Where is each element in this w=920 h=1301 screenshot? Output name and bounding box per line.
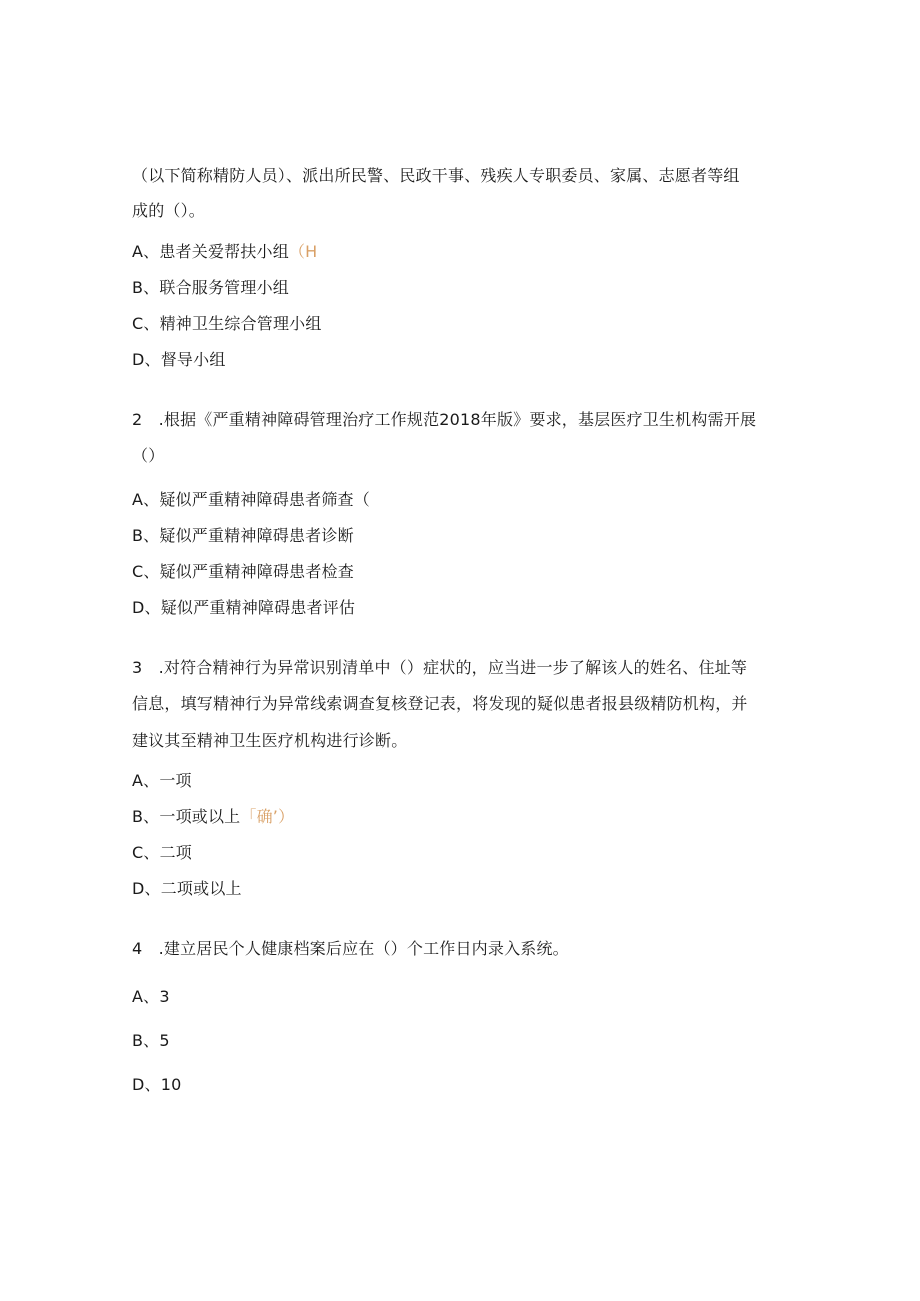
- q2-stem-line-2: （）: [132, 446, 165, 465]
- q2-option-b: B、疑似严重精神障碍患者诊断: [132, 526, 354, 545]
- q3-option-c: C、二项: [132, 843, 192, 862]
- q3-option-d: D、二项或以上: [132, 879, 242, 898]
- intro-line-1: （以下简称精防人员）、派出所民警、民政干事、残疾人专职委员、家属、志愿者等组: [132, 166, 740, 185]
- q1-option-a: [132, 242, 317, 262]
- q1-option-c: C、精神卫生综合管理小组: [132, 314, 322, 333]
- q1-option-b: B、联合服务管理小组: [132, 278, 289, 297]
- q2-option-d: D、疑似严重精神障碍患者评估: [132, 598, 356, 617]
- q3-option-b-text: B、一项或以上: [132, 807, 241, 826]
- q3-stem-line-1: 3 .对符合精神行为异常识别清单中（）症状的，应当进一步了解该人的姓名、住址等: [132, 658, 748, 677]
- intro-line-2: 成的（）。: [132, 201, 206, 220]
- q4-option-a: A、3: [132, 987, 170, 1006]
- q1-option-d: D、督导小组: [132, 350, 226, 369]
- q4-option-d: D、10: [132, 1075, 182, 1094]
- q2-stem-line-1: 2 .根据《严重精神障碍管理治疗工作规范2018年版》要求，基层医疗卫生机构需开展: [132, 410, 757, 429]
- q4-stem-line-1: 4 .建立居民个人健康档案后应在（）个工作日内录入系统。: [132, 939, 569, 958]
- q1-option-a-text: A、患者关爱帮扶小组: [132, 242, 289, 261]
- q2-option-c: C、疑似严重精神障碍患者检查: [132, 562, 354, 581]
- q3-stem-line-2: 信息，填写精神行为异常线索调查复核登记表，将发现的疑似患者报县级精防机构，并: [132, 694, 748, 713]
- q3-stem-line-3: 建议其至精神卫生医疗机构进行诊断。: [132, 731, 408, 750]
- q3-option-b: [132, 807, 294, 827]
- q2-option-a: A、疑似严重精神障碍患者筛查（: [132, 490, 370, 509]
- q3-answer-mark: 「确’）: [240, 807, 295, 826]
- q4-option-b: B、5: [132, 1031, 170, 1050]
- q3-option-a: A、一项: [132, 771, 192, 790]
- q1-answer-mark: （H: [288, 242, 318, 261]
